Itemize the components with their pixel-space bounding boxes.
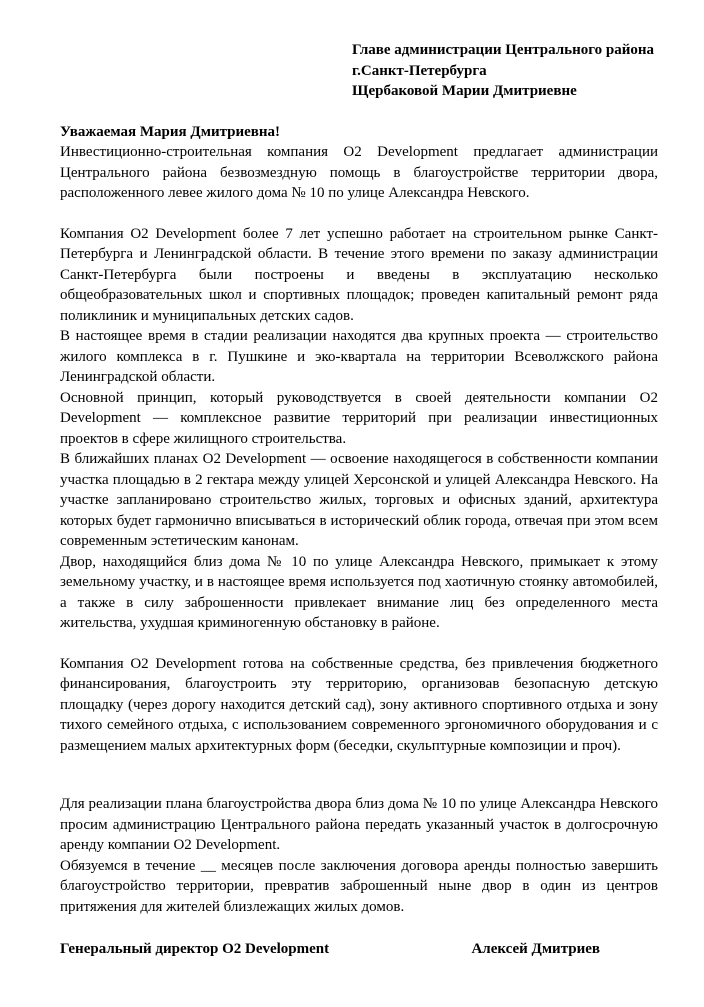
- signature-row: [60, 939, 658, 960]
- recipient-line-3: Щербаковой Марии Дмитриевне: [352, 83, 577, 99]
- signature-title: Генеральный директор О2 Development: [60, 941, 330, 957]
- paragraph-future-plans: В ближайших планах О2 Development — освоение находящегося в собственности компании участка площадью в 2 гектара между улицей Херсонской и улицей Александра Невского. На участке запланировано строительство жилых, торговых и офисных зданий, архитектура которых будет гармонично вписываться в исторический облик города, отвечая при этом всем современным эстетическим канонам.: [60, 451, 658, 549]
- paragraph-request: Для реализации плана благоустройства двора близ дома № 10 по улице Александра Невского просим администрацию Центрального района передать указанный участок в долгосрочную аренду компании О2 Development.: [60, 796, 658, 853]
- signature-name: Алексей Дмитриев: [471, 941, 600, 957]
- recipient-block: [352, 40, 658, 102]
- paragraph-current-projects: В настоящее время в стадии реализации находятся два крупных проекта — строительство жилого комплекса в г. Пушкине и эко-квартала на территории Всеволжского района Ленинградской области.: [60, 328, 658, 385]
- paragraph-company-history: Компания О2 Development более 7 лет успешно работает на строительном рынке Санкт-Петербурга и Ленинградской области. В течение этого времени по заказу администрации Санкт-Петербурга были построены и введены в эксплуатацию несколько общеобразовательных школ и спортивных площадок; проведен капитальный ремонт ряда поликлиник и муниципальных детских садов.: [60, 225, 658, 324]
- paragraph-commitment: Обязуемся в течение __ месяцев после заключения договора аренды полностью завершить благоустройство территории, превратив заброшенный ныне двор в один из центров притяжения для жителей близлежащих жилых домов.: [60, 857, 658, 915]
- recipient-line-1: Главе администрации Центрального района: [352, 42, 655, 58]
- paragraph-yard-condition: Двор, находящийся близ дома № 10 по улице Александра Невского, примыкает к этому земельному участку, и в настоящее время используется под хаотичную стоянку автомобилей, а также в силу заброшенности привлекает внимание лиц без определенного места жительства, ухудшая криминогенную обстановку в районе.: [60, 553, 658, 631]
- recipient-line-2: г.Санкт-Петербурга: [352, 62, 487, 79]
- paragraph-proposal: Компания О2 Development готова на собственные средства, без привлечения бюджетного финансирования, благоустроить эту территорию, организовав безопасную детскую площадку (через дорогу находится детский сад), зону активного спортивного отдыха и зону тихого семейного отдыха, с использованием современного эргономичного оборудования и с размещением малых архитектурных форм (беседки, скульптурные композиции и проч).: [60, 655, 658, 754]
- paragraph-intro: Инвестиционно-строительная компания О2 Development предлагает администрации Центрального района безвозмездную помощь в благоустройстве территории двора, расположенного левее жилого дома № 10 по улице Александра Невского.: [60, 144, 658, 201]
- salutation: Уважаемая Мария Дмитриевна!: [60, 123, 281, 140]
- paragraph-principle: Основной принцип, который руководствуется в своей деятельности компании О2 Development — комплексное развитие территорий при реализации инвестиционных проектов в сфере жилищного строительства.: [60, 389, 658, 447]
